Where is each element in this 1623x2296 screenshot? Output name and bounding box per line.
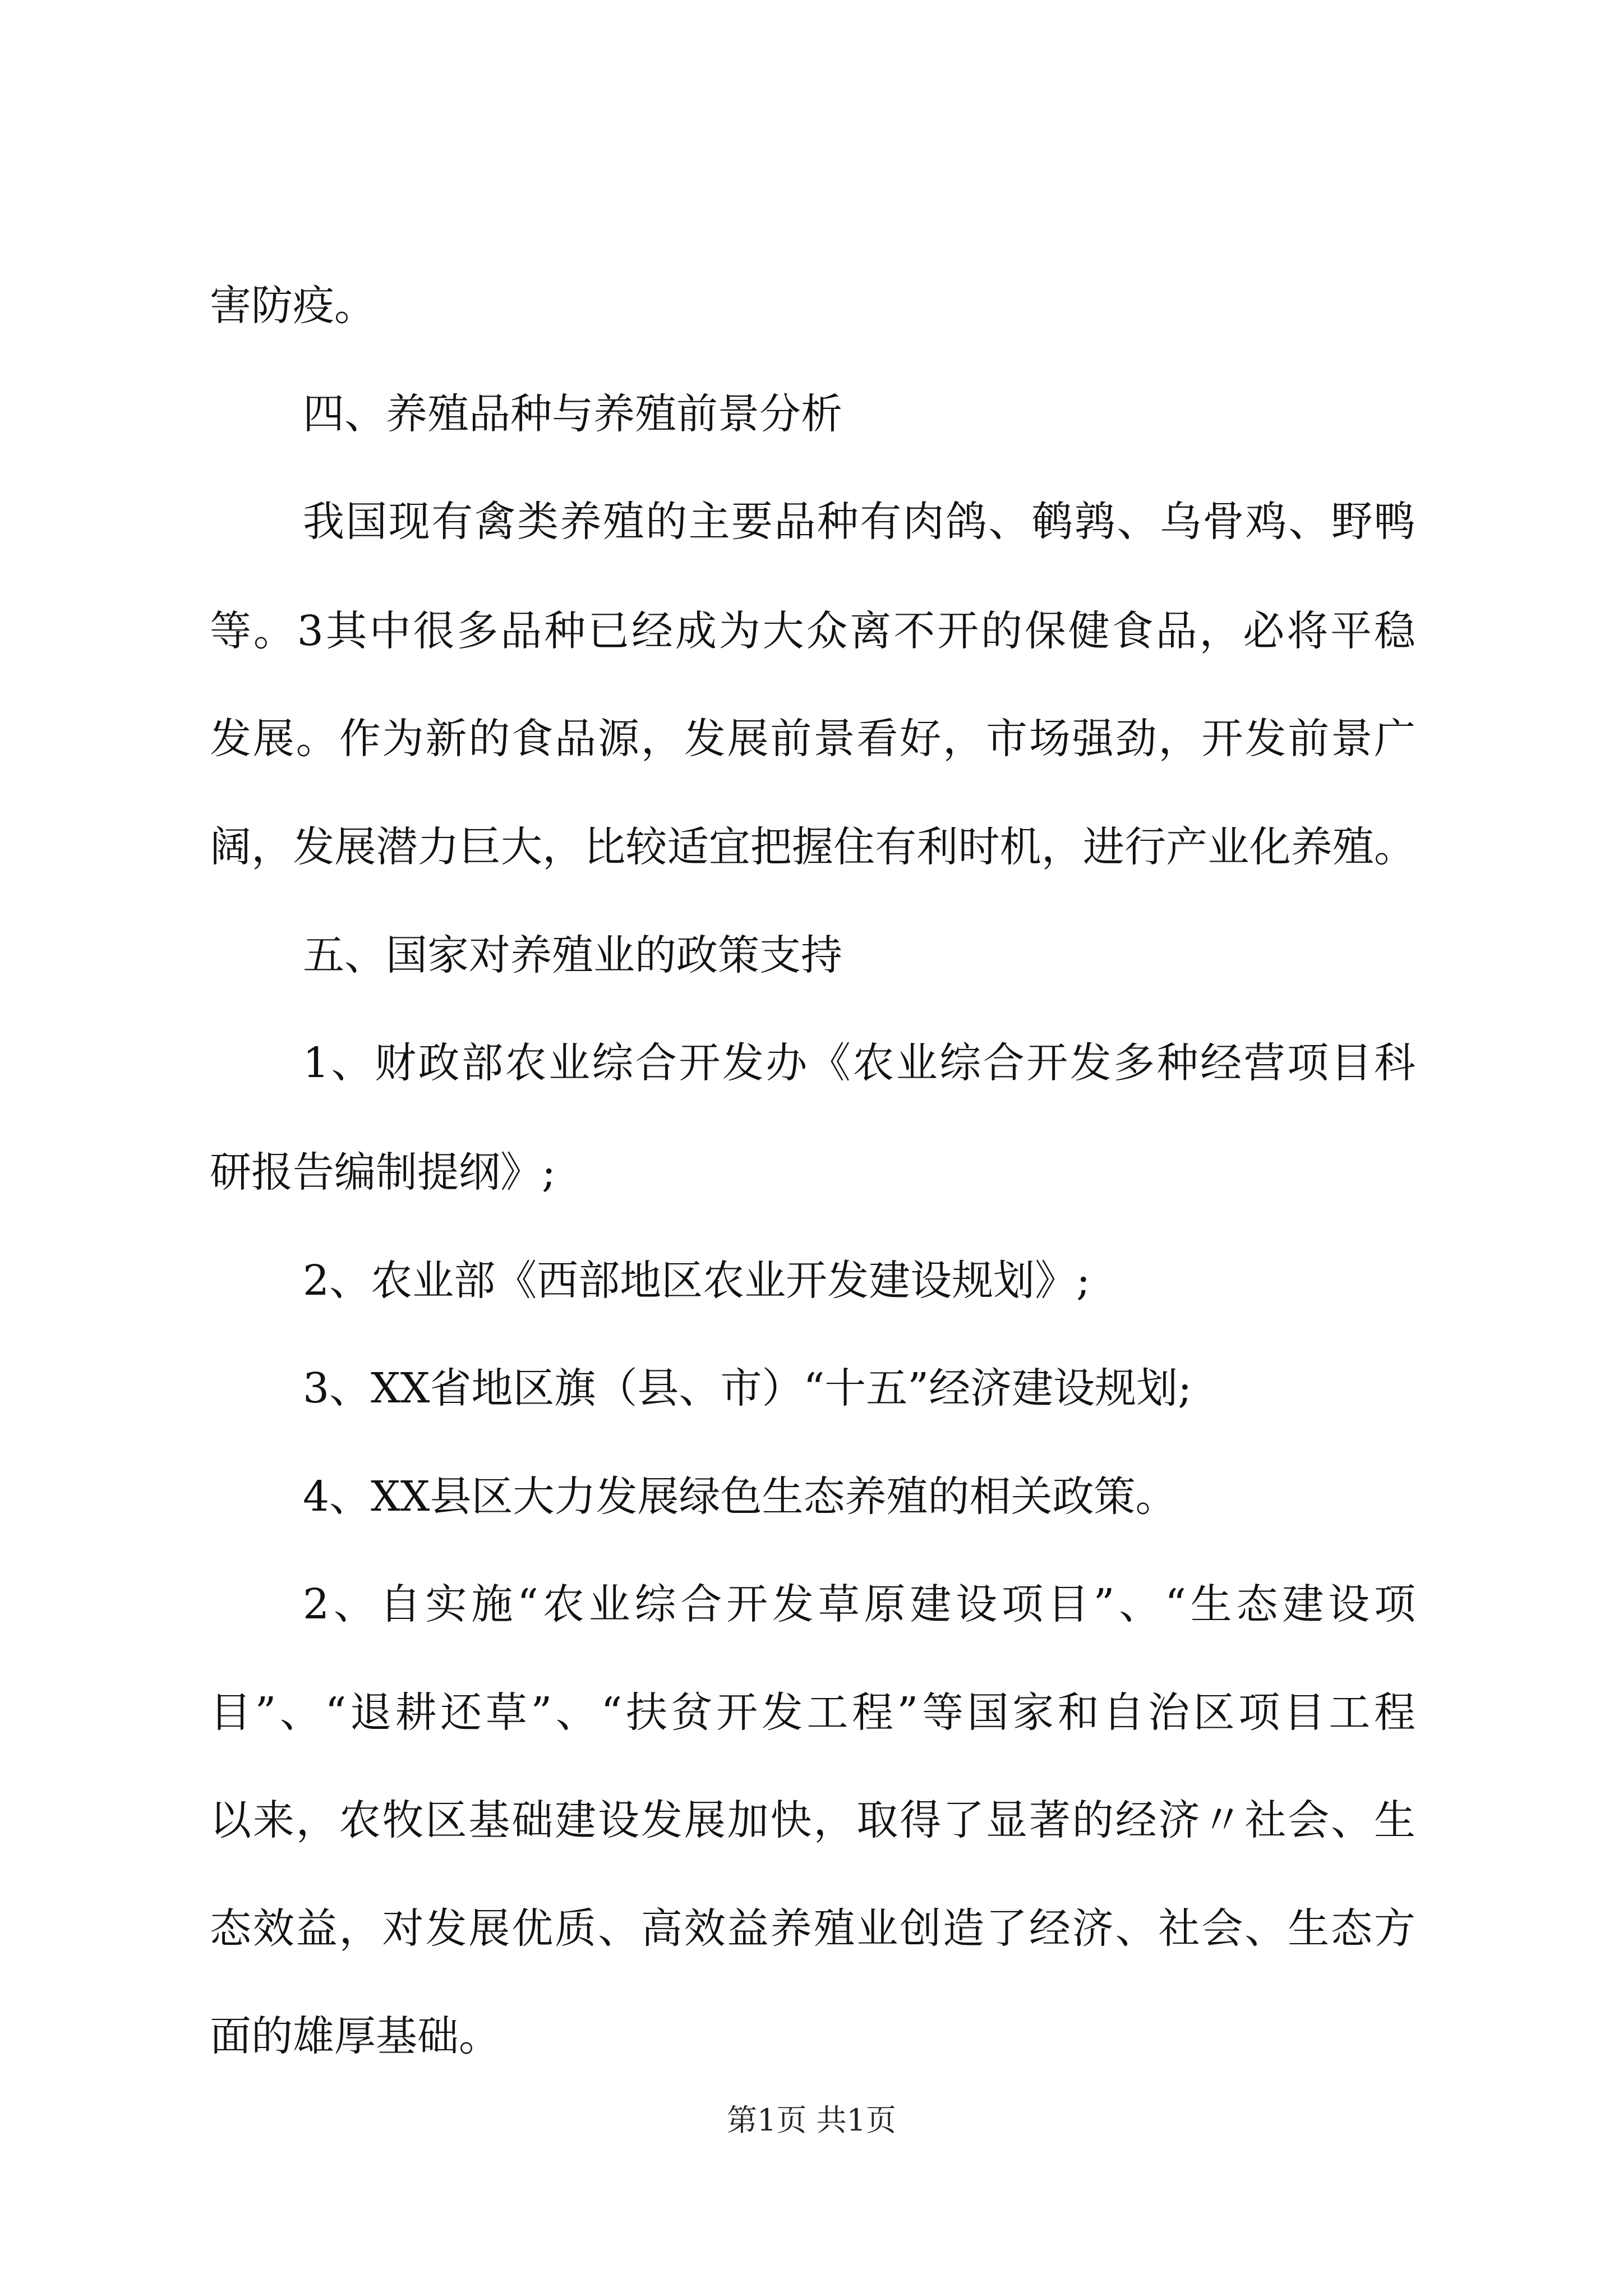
list-item-text: 3、XX省地区旗（县、市）“十五”经济建设规划; [303, 1364, 1192, 1412]
body-text-line: 面的雄厚基础。 [210, 2012, 500, 2060]
body-text-line: 阔，发展潜力巨大，比较适宜把握住有利时机，进行产业化养殖。 [210, 823, 1415, 871]
body-text-line: 我国现有禽类养殖的主要品种有肉鸽、鹌鹑、乌骨鸡、野鸭 [303, 498, 1415, 546]
page-footer: 第1页 共1页 [727, 2102, 896, 2138]
list-item-text: 4、XX县区大力发展绿色生态养殖的相关政策。 [303, 1473, 1177, 1521]
list-item-text: 1、财政部农业综合开发办《农业综合开发多种经营项目科 [303, 1039, 1415, 1087]
body-text-line: 以来，农牧区基础建设发展加快，取得了显著的经济〃社会、生 [210, 1796, 1415, 1844]
body-text-line: 发展。作为新的食品源，发展前景看好，市场强劲，开发前景广 [210, 715, 1415, 763]
section-heading: 四、养殖品种与养殖前景分析 [303, 390, 842, 438]
section-heading: 五、国家对养殖业的政策支持 [303, 931, 842, 979]
body-text-line: 态效益，对发展优质、高效益养殖业创造了经济、社会、生态方 [210, 1904, 1415, 1953]
body-text-line: 害防疫。 [210, 282, 376, 330]
list-item-text: 研报告编制提纲》; [210, 1148, 556, 1197]
body-text-line: 目”、“退耕还草”、“扶贫开发工程”等国家和自治区项目工程 [210, 1688, 1415, 1737]
body-text-line: 等。3其中很多品种已经成为大众离不开的保健食品，必将平稳 [210, 607, 1415, 655]
body-text-line: 2、自实施“农业综合开发草原建设项目”、“生态建设项 [303, 1580, 1415, 1628]
list-item-text: 2、农业部《西部地区农业开发建设规划》; [303, 1257, 1091, 1305]
